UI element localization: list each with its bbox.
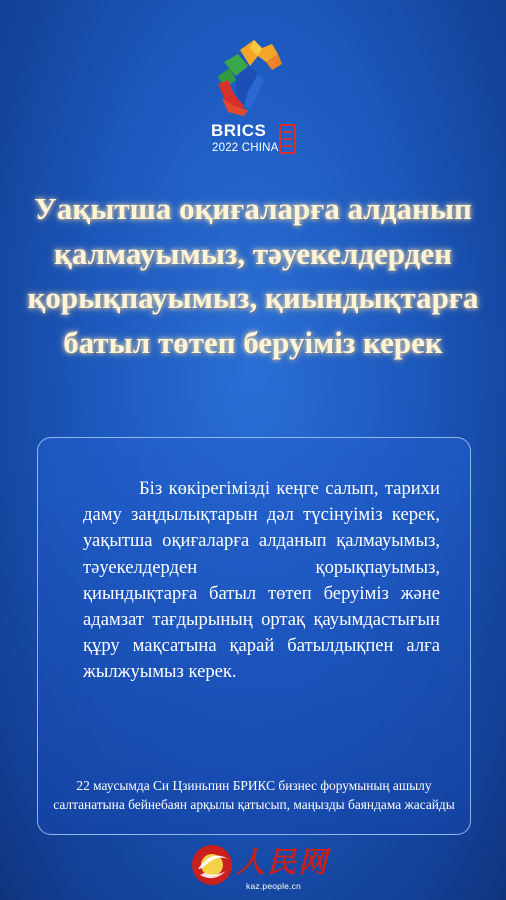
- red-seal-icon: [279, 124, 296, 154]
- quote-caption: 22 маусымда Си Цзиньпин БРИКС бизнес форумының ашылу салтанатына бейнебаян арқылы қатысып, маңызды баяндама жасайды: [53, 778, 455, 812]
- quote-card: [37, 437, 471, 835]
- quote-body: Біз көкірегімізді кеңге салып, тарихи даму заңдылықтарын дәл түсінуіміз керек, уақытша оқиғаларға алданып қалмауымыз, тәуекелдерден қорықпауымыз, қиындықтарға батыл төтеп беруіміз және адамзат тағдырының ортақ қауымдастығын құру мақсатына қарай батылдықпен алға жылжуымыз керек.: [83, 478, 440, 683]
- people-daily-emblem-icon: [190, 843, 234, 887]
- brics-wordmark: BRICS: [211, 121, 267, 140]
- brics-logo: [0, 28, 506, 168]
- people-daily-logo: [190, 843, 340, 895]
- brics-ribbon-logo-icon: [214, 36, 294, 122]
- people-daily-url: kaz.people.cn: [246, 881, 302, 891]
- headline: Уақытша оқиғаларға алданып қалмауымыз, тәуекелдерден қорықпауымыз, қиындықтарға батыл төтеп беруіміз керек: [27, 191, 479, 360]
- brics-year-line: 2022 CHINA: [212, 142, 279, 154]
- people-daily-name: 人民网: [236, 845, 330, 879]
